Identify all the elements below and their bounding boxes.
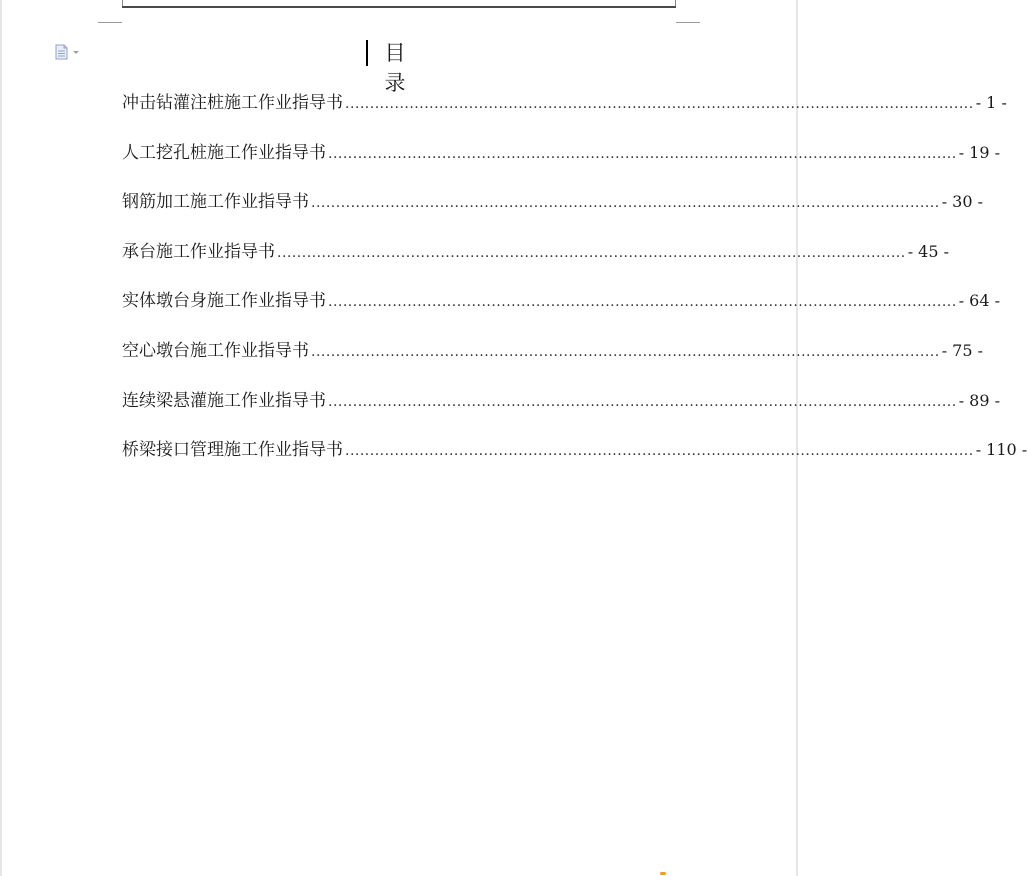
- toc-leader: ...............................................................................................................................: [311, 195, 940, 212]
- toc-entry-text: 人工挖孔桩施工作业指导书: [122, 142, 326, 163]
- toc-entry-text: 桥梁接口管理施工作业指导书: [122, 440, 343, 461]
- page-edge-left: [0, 0, 2, 876]
- toc-leader: ...............................................................................................................................: [328, 145, 957, 162]
- toc-entry-text: 承台施工作业指导书: [122, 241, 275, 262]
- toc-entry-text: 冲击钻灌注桩施工作业指导书: [122, 93, 343, 113]
- document-icon[interactable]: [54, 44, 82, 60]
- toc-page-number: - 89 -: [958, 390, 1001, 410]
- toc-leader: ...............................................................................................................................: [311, 343, 940, 360]
- toc-page-number: - 75 -: [941, 340, 984, 360]
- toc-leader: ...............................................................................................................................: [328, 393, 957, 410]
- toc-leader: ...............................................................................................................................: [328, 294, 957, 311]
- toc-entry[interactable]: [122, 288, 1001, 338]
- toc-page-number: - 30 -: [941, 192, 984, 212]
- toc-page-number: - 1 -: [975, 93, 1007, 112]
- toc-entry[interactable]: [122, 338, 984, 388]
- toc-leader: ...............................................................................................................................: [277, 244, 906, 261]
- toc-entry-text: 钢筋加工施工作业指导书: [122, 192, 309, 213]
- toc-entry-text: 空心墩台施工作业指导书: [122, 340, 309, 361]
- toc-page-number: - 110 -: [975, 440, 1027, 460]
- header-running-text: [330, 0, 670, 4]
- toc-page-number: - 19 -: [958, 142, 1001, 162]
- toc-entry-text: 连续梁悬灌施工作业指导书: [122, 390, 326, 411]
- toc-leader: ...............................................................................................................................: [345, 443, 974, 460]
- toc-entry[interactable]: [122, 239, 950, 289]
- toc-leader: ...............................................................................................................................: [345, 96, 974, 112]
- toc-entry[interactable]: [122, 388, 1001, 438]
- toc-page-number: - 64 -: [958, 291, 1001, 311]
- table-of-contents: [122, 90, 1027, 487]
- crop-mark-right: [676, 22, 700, 23]
- toc-page-number: - 45 -: [907, 241, 950, 261]
- toc-entry[interactable]: [122, 90, 1007, 140]
- document-dropdown-icon: [54, 44, 82, 60]
- toc-entry[interactable]: [122, 437, 1027, 487]
- toc-entry-text: 实体墩台身施工作业指导书: [122, 291, 326, 312]
- header-rule: [122, 6, 676, 8]
- toc-title: 目 录: [384, 41, 447, 95]
- crop-mark-left: [98, 22, 122, 23]
- toc-entry[interactable]: [122, 189, 984, 239]
- corner-mark: [660, 872, 666, 875]
- toc-entry[interactable]: [122, 140, 1001, 190]
